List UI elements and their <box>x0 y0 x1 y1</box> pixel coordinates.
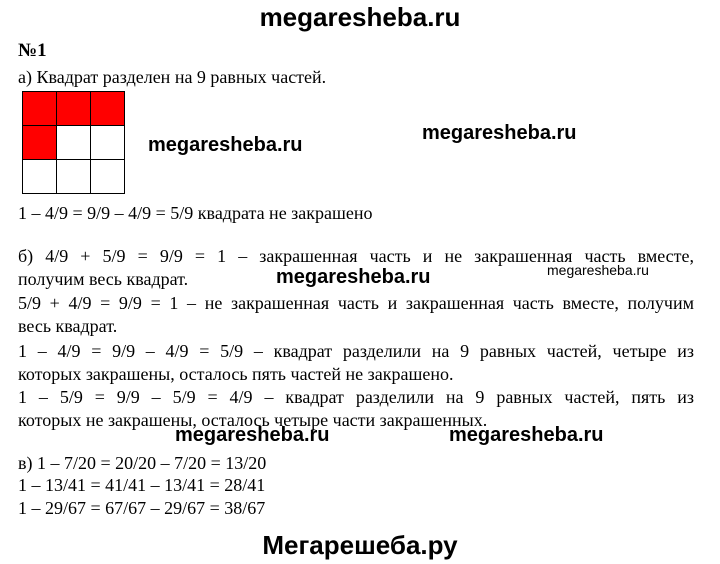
grid-cell <box>91 126 125 160</box>
grid-cell <box>57 92 91 126</box>
part-b-line-4: весь квадрат. <box>18 316 118 336</box>
part-b-line-3: 5/9 + 4/9 = 9/9 = 1 – не закрашенная часть и закрашенная часть вместе, получим <box>18 293 694 313</box>
watermark-mid-right: megaresheba.ru <box>422 122 577 144</box>
grid-cell <box>57 160 91 194</box>
part-b-line-7: 1 – 5/9 = 9/9 – 5/9 = 4/9 – квадрат разделили на 9 равных частей, пять из <box>18 387 694 407</box>
grid-cell <box>23 160 57 194</box>
watermark-lower-right: megaresheba.ru <box>449 424 604 446</box>
watermark-mid-left: megaresheba.ru <box>148 134 303 156</box>
part-b-line-2: получим весь квадрат. <box>18 269 189 289</box>
part-v-line-2: 1 – 13/41 = 41/41 – 13/41 = 28/41 <box>18 475 266 495</box>
watermark-bottom: Мегарешеба.ру <box>262 530 458 560</box>
grid-cell <box>91 92 125 126</box>
grid-cell <box>23 126 57 160</box>
part-a-result: 1 – 4/9 = 9/9 – 4/9 = 5/9 квадрата не закрашено <box>18 203 373 223</box>
part-b-line-6: которых закрашены, осталось пять частей не закрашено. <box>18 364 454 384</box>
watermark-inline-center: megaresheba.ru <box>276 266 431 288</box>
part-b-line-1: б) 4/9 + 5/9 = 9/9 = 1 – закрашенная часть и не закрашенная часть вместе, <box>18 246 694 266</box>
problem-number: №1 <box>18 40 47 61</box>
grid-cell <box>91 160 125 194</box>
grid-cell <box>23 92 57 126</box>
watermark-top: megaresheba.ru <box>259 2 461 32</box>
grid-cell <box>57 126 91 160</box>
part-v-line-3: 1 – 29/67 = 67/67 – 29/67 = 38/67 <box>18 498 266 518</box>
part-a-title: а) Квадрат разделен на 9 равных частей. <box>18 67 327 87</box>
part-b-line-8: которых не закрашены, осталось четыре части закрашенных. <box>18 410 488 430</box>
part-b-line-5: 1 – 4/9 = 9/9 – 4/9 = 5/9 – квадрат разделили на 9 равных частей, четыре из <box>18 341 694 361</box>
watermark-inline-small: megaresheba.ru <box>547 262 649 278</box>
watermark-lower-left: megaresheba.ru <box>175 424 330 446</box>
fraction-grid <box>22 91 125 194</box>
part-v-line-1: в) 1 – 7/20 = 20/20 – 7/20 = 13/20 <box>18 453 267 473</box>
